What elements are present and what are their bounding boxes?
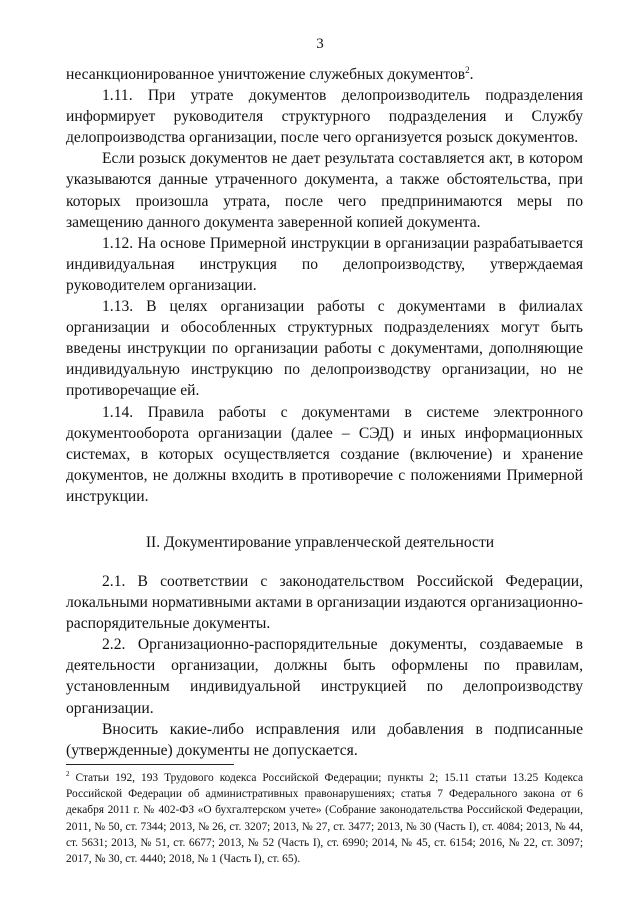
footnote-reference: 2 xyxy=(465,64,470,75)
footnote-divider xyxy=(66,764,234,765)
paragraph-2-2: 2.2. Организационно-распорядительные документы, создаваемые в деятельности организации, должны быть оформлены по правилам, установленным индивидуальной инструкцией по делопроизводству организации. xyxy=(66,636,583,717)
paragraph-2-1: 2.1. В соответствии с законодательством Российской Федерации, локальными нормативными актами в организации издаются организационно-распорядительные документы. xyxy=(66,573,583,633)
paragraph-continuation xyxy=(66,64,583,85)
body-text-bottom xyxy=(66,571,583,761)
paragraph-1-12: 1.12. На основе Примерной инструкции в организации разрабатывается индивидуальная инструкция по делопроизводству, утверждаемая руководителем организации. xyxy=(66,234,583,294)
paragraph-1-14: 1.14. Правила работы с документами в системе электронного документооборота организации (далее – СЭД) и иных информационных системах, в которых осуществляется создание (включение) и хранение документов, не должны входить в противоречие с положениями Примерной инструкции. xyxy=(66,403,583,505)
footnote-mark: 2 xyxy=(66,770,70,779)
page-number: 3 xyxy=(316,36,324,52)
paragraph-1-13: 1.13. В целях организации работы с документами в филиалах организации и обособленных структурных подразделениях могут быть введены инструкции по организации работы с документами, дополняющие индивидуальную инструкцию по делопроизводству организации, но не противоречащие ей. xyxy=(66,298,583,400)
paragraph-1-11: 1.11. При утрате документов делопроизводитель подразделения информирует руководителя структурного подразделения и Службу делопроизводства организации, после чего организуется розыск документов. xyxy=(66,87,583,147)
section-heading: II. Документирование управленческой деятельности xyxy=(145,534,495,551)
footnote xyxy=(66,770,583,867)
paragraph-tail: . xyxy=(469,66,474,83)
body-text-top xyxy=(66,64,583,507)
paragraph-corrections: Вносить какие-либо исправления или добавления в подписанные (утвержденные) документы не допускается. xyxy=(66,720,583,759)
footnote-text: Статьи 192, 193 Трудового кодекса Российской Федерации; пункты 2; 15.11 статьи 13.25 Кодекса Российской Федерации об административных правонарушениях; статья 7 Федерального закона от 6 декабря 2011 г. № 402-ФЗ «О бухгалтерском учете» (Собрание законодательства Российской Федерации, 2011, № 50, ст. 7344; 2013, № 26, ст. 3207; 2013, № 27, ст. 3477; 2013, № 30 (Часть I), ст. 4084; 2013, № 44, ст. 5631; 2013, № 51, ст. 6677; 2013, № 52 (Часть I), ст. 6990; 2014, № 45, ст. 6154; 2016, № 22, ст. 3097; 2017, № 30, ст. 4440; 2018, № 1 (Часть I), ст. 65). xyxy=(66,772,583,866)
paragraph-text: несанкционированное уничтожение служебных документов xyxy=(66,66,466,83)
paragraph-search-result: Если розыск документов не дает результата составляется акт, в котором указываются данные утраченного документа, а также обстоятельства, при которых произошла утрата, после чего предпринимаются меры по замещению данного документа заверенной копией документа. xyxy=(66,150,583,231)
